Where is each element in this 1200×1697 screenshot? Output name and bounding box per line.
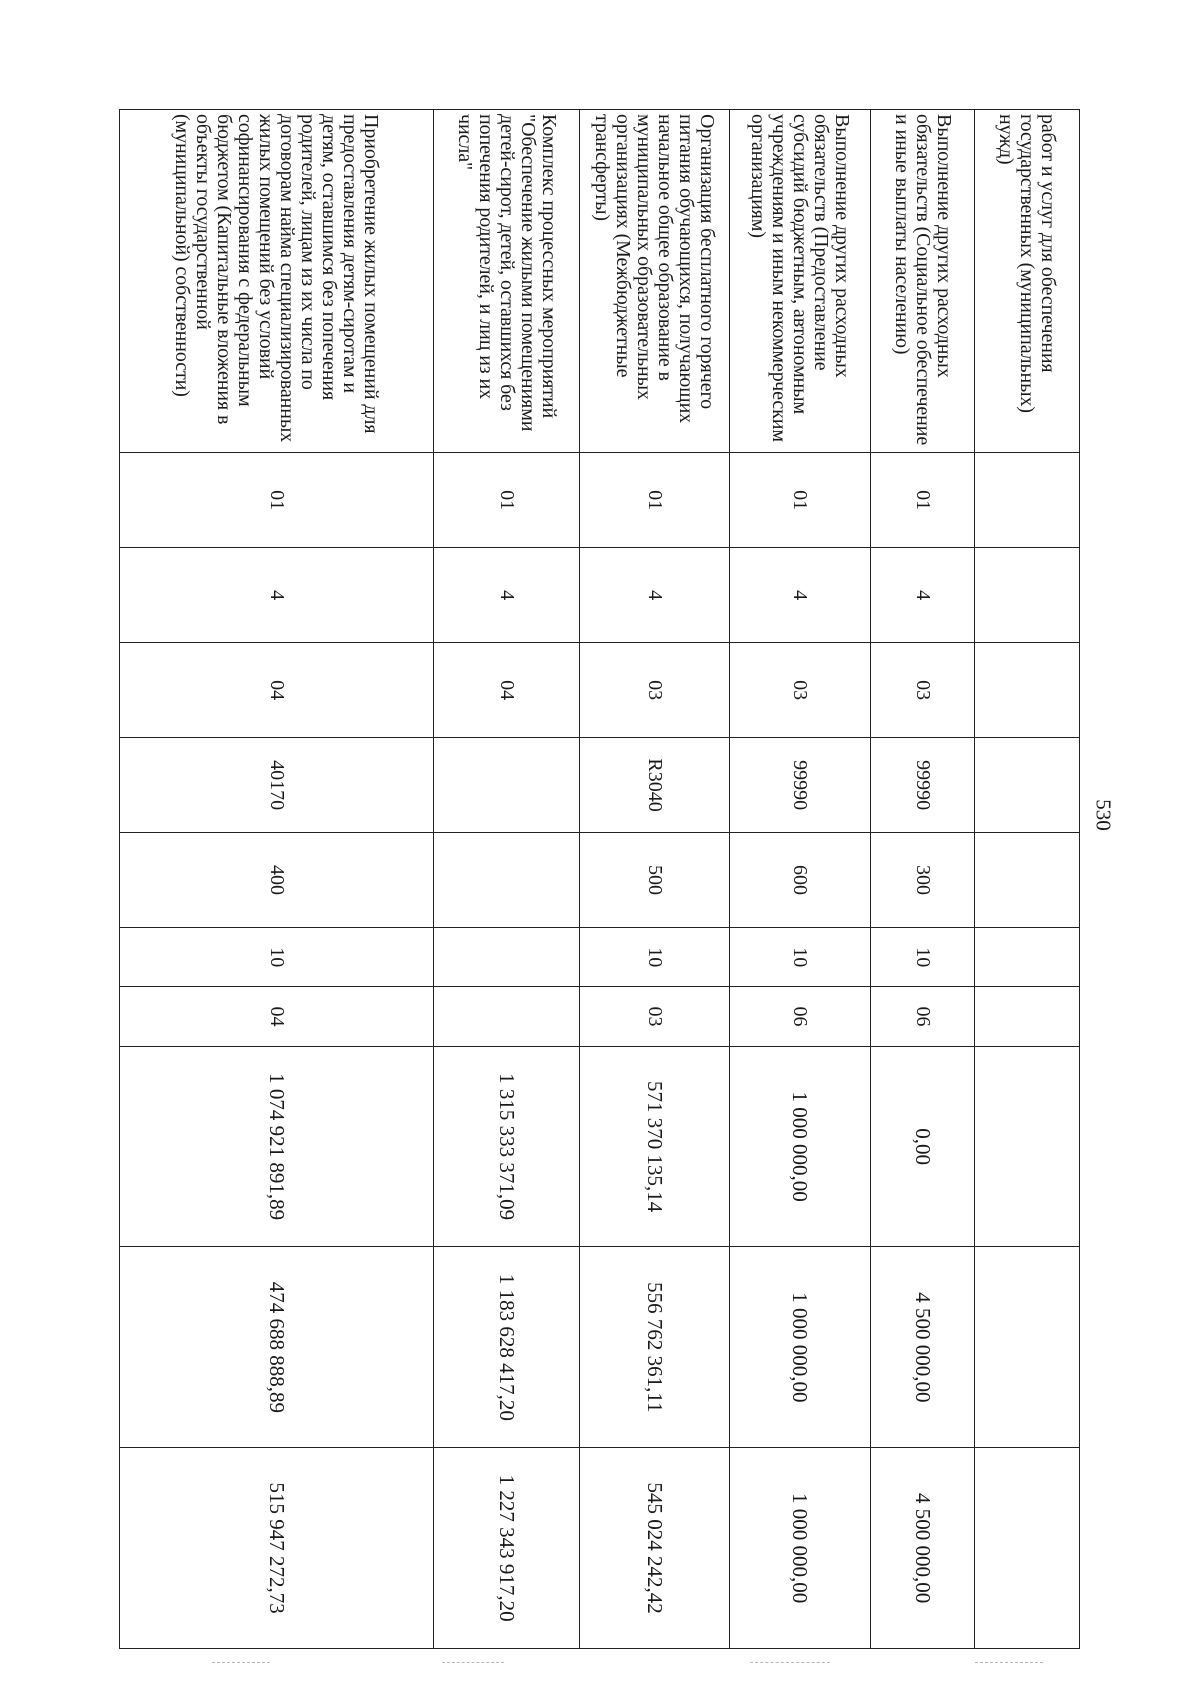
code-cell	[975, 833, 1080, 928]
code-cell: 01	[871, 453, 975, 548]
footer-divider	[442, 1662, 504, 1663]
amount-cell: 1 000 000,00	[730, 1247, 871, 1448]
amount-cell: 545 024 242,42	[580, 1448, 730, 1649]
code-cell: 99990	[871, 738, 975, 833]
page-number: 530	[1091, 799, 1116, 831]
amount-cell: 474 688 888,89	[120, 1247, 434, 1448]
budget-table	[119, 109, 1080, 1649]
code-cell: 40170	[120, 738, 434, 833]
code-cell: 300	[871, 833, 975, 928]
code-cell: 4	[120, 548, 434, 643]
code-cell: R3040	[580, 738, 730, 833]
code-cell: 06	[871, 987, 975, 1046]
code-cell: 01	[434, 453, 580, 548]
amount-cell: 1 315 333 371,09	[434, 1046, 580, 1247]
code-cell: 01	[730, 453, 871, 548]
amount-cell: 1 074 921 891,89	[120, 1046, 434, 1247]
code-cell	[434, 738, 580, 833]
amount-cell: 4 500 000,00	[871, 1448, 975, 1649]
code-cell	[975, 548, 1080, 643]
table-row	[975, 110, 1080, 1649]
code-cell	[975, 928, 1080, 987]
code-cell: 4	[580, 548, 730, 643]
amount-cell: 1 227 343 917,20	[434, 1448, 580, 1649]
amount-cell: 556 762 361,11	[580, 1247, 730, 1448]
code-cell: 04	[434, 643, 580, 738]
rotated-page-content	[120, 109, 1080, 1649]
code-cell	[975, 738, 1080, 833]
amount-cell	[975, 1448, 1080, 1649]
amount-cell: 0,00	[871, 1046, 975, 1247]
code-cell: 4	[434, 548, 580, 643]
row-name: Комплекс процессных мероприятий "Обеспечение жилыми помещениями детей-сирот, детей, оставшихся без попечения родителей, и лиц из их числа"	[434, 110, 580, 453]
code-cell: 10	[730, 928, 871, 987]
amount-cell	[975, 1247, 1080, 1448]
code-cell	[434, 833, 580, 928]
amount-cell	[975, 1046, 1080, 1247]
code-cell: 01	[580, 453, 730, 548]
code-cell: 400	[120, 833, 434, 928]
amount-cell: 1 183 628 417,20	[434, 1247, 580, 1448]
code-cell: 01	[120, 453, 434, 548]
code-cell: 99990	[730, 738, 871, 833]
code-cell	[975, 987, 1080, 1046]
code-cell	[434, 987, 580, 1046]
row-name: работ и услуг для обеспечения государственных (муниципальных) нужд)	[975, 110, 1080, 453]
code-cell	[434, 928, 580, 987]
row-name: Выполнение других расходных обязательств (Предоставление субсидий бюджетным, автономным учреждениям и иным некоммерческим организациям)	[730, 110, 871, 453]
table-row	[434, 110, 580, 1649]
code-cell: 10	[580, 928, 730, 987]
amount-cell: 4 500 000,00	[871, 1247, 975, 1448]
amount-cell: 1 000 000,00	[730, 1046, 871, 1247]
code-cell	[975, 643, 1080, 738]
code-cell: 06	[730, 987, 871, 1046]
code-cell: 600	[730, 833, 871, 928]
code-cell: 04	[120, 643, 434, 738]
code-cell: 10	[871, 928, 975, 987]
code-cell: 03	[730, 643, 871, 738]
code-cell: 03	[580, 987, 730, 1046]
row-name: Приобретение жилых помещений для предоставления детям-сиротам и детям, оставшимся без попечения родителей, лицам из их числа по договорам найма специализированных жилых помещений без условий софинансирования с федеральным бюджетом (Капитальные вложения в объекты государственной (муниципальной) собственности)	[120, 110, 434, 453]
code-cell: 4	[730, 548, 871, 643]
footer-divider	[750, 1662, 830, 1663]
code-cell: 03	[871, 643, 975, 738]
code-cell: 03	[580, 643, 730, 738]
row-name: Организация бесплатного горячего питания обучающихся, получающих начальное общее образование в муниципальных образовательных организациях (Межбюджетные трансферты)	[580, 110, 730, 453]
table-row	[871, 110, 975, 1649]
footer-divider	[212, 1662, 270, 1663]
footer-divider	[975, 1662, 1043, 1663]
row-name: Выполнение других расходных обязательств (Социальное обеспечение и иные выплаты населению)	[871, 110, 975, 453]
code-cell: 04	[120, 987, 434, 1046]
table-row	[730, 110, 871, 1649]
amount-cell: 515 947 272,73	[120, 1448, 434, 1649]
code-cell	[975, 453, 1080, 548]
table-row	[120, 110, 434, 1649]
table-row	[580, 110, 730, 1649]
code-cell: 4	[871, 548, 975, 643]
code-cell: 10	[120, 928, 434, 987]
code-cell: 500	[580, 833, 730, 928]
amount-cell: 1 000 000,00	[730, 1448, 871, 1649]
amount-cell: 571 370 135,14	[580, 1046, 730, 1247]
